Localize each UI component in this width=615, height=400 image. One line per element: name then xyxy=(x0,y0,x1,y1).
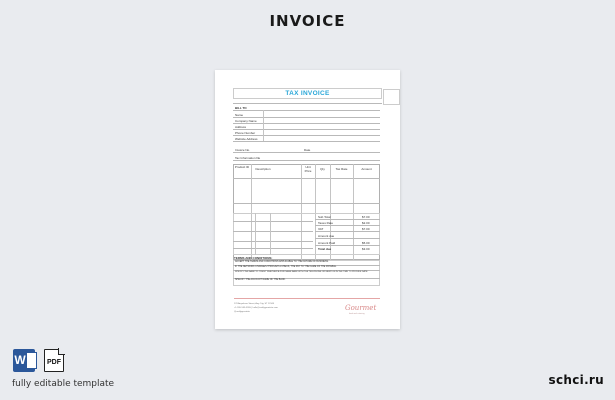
brand-tagline: food and catering xyxy=(349,313,365,315)
footer-divider xyxy=(234,298,380,299)
total-value-taxes: $2.00 xyxy=(362,221,370,225)
total-label-amount-due: Amount due xyxy=(318,234,335,238)
bill-to-label: BILL TO xyxy=(235,106,247,110)
col-product-id: Product ID xyxy=(234,165,250,169)
total-label-subtotal: Sub Total xyxy=(318,215,331,219)
tax-info-label: Tax Information file xyxy=(235,156,261,160)
total-label-vat: VAT xyxy=(318,227,324,231)
invoice-no-label: Invoice No. xyxy=(235,148,251,152)
total-label-due: Total due xyxy=(318,247,332,251)
doc-title: TAX INVOICE xyxy=(285,90,330,97)
invoice-preview xyxy=(215,70,400,329)
field-company: Company Name xyxy=(235,119,257,123)
total-value-due: $3.00 xyxy=(362,247,370,251)
terms-title: TERMS AND CONDITIONS: xyxy=(234,256,273,260)
field-address: Address xyxy=(235,125,247,129)
col-tax-rate: Tax Rate xyxy=(335,167,348,171)
editable-caption: fully editable template xyxy=(12,379,115,389)
site-watermark[interactable]: schci.ru xyxy=(548,373,604,387)
col-description: Description xyxy=(255,167,271,171)
total-value-subtotal: $7.00 xyxy=(362,215,370,219)
date-label: Date xyxy=(304,148,311,152)
footer-contact: +1-555-555-5555 | hello@reallygreatsite.com xyxy=(234,307,278,309)
field-phone: Phone Number xyxy=(235,131,256,135)
word-icon: W xyxy=(13,349,35,372)
footer-address: 123 Anywhere Street, Any City, ST 12345 xyxy=(234,303,275,305)
brand-logo: Gourmet xyxy=(345,304,377,312)
term-2: IF THE NETWORK CHARGES THROUGH A CHECK, THE PAY TO THE NAME OF THE PAYABLE. xyxy=(235,266,337,268)
pdf-icon: PDF xyxy=(44,349,64,372)
footer-handle: @reallygreatsite xyxy=(234,311,250,313)
field-name: Name xyxy=(235,113,244,117)
page-title: INVOICE xyxy=(269,12,346,30)
col-qty: Qty xyxy=(320,167,325,171)
col-amount: Amount xyxy=(361,167,372,171)
term-1: ACCEPT THE TERMS AND CONDITIONS APPLICABLE TO THE NATURE OF BUSINESS. xyxy=(235,261,329,263)
total-value-paid: $5.00 xyxy=(362,241,370,245)
total-value-vat: $7.00 xyxy=(362,227,370,231)
total-label-paid: Amount Paid xyxy=(318,241,336,245)
total-label-taxes: Taxes Rate xyxy=(318,221,334,225)
field-website: Website Address xyxy=(235,137,258,141)
col-unit-price: Unit Price xyxy=(304,165,312,173)
term-4: SPECIFY THE ACCOUNT NAME OF THE BANK. xyxy=(235,279,286,281)
term-3: SPECIFY THE BANK TO CREDIT WHETHER A PURCHASE BANK WITH THE TELEPHONE OR MENTION IN THE TIME TO PROVIDE DATE. xyxy=(235,271,368,273)
